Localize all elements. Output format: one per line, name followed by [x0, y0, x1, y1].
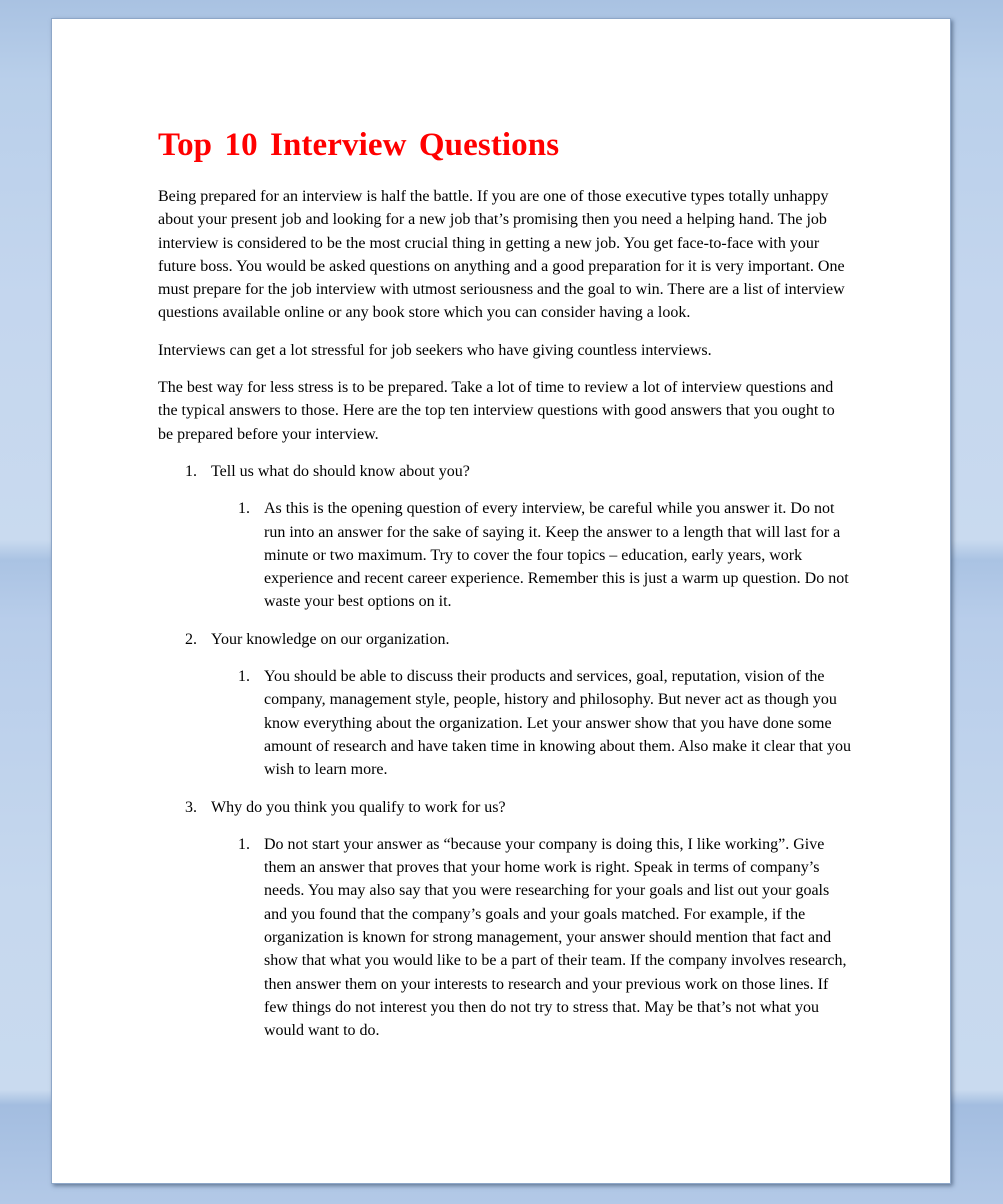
- question-number: 1.: [185, 462, 197, 480]
- document-body: [158, 125, 852, 1057]
- question-text: Why do you think you qualify to work for us?: [211, 798, 506, 816]
- question-item: [158, 796, 852, 819]
- question-text: Your knowledge on our organization.: [211, 630, 450, 648]
- answer-item: [158, 833, 852, 1043]
- document-title: Top 10 Interview Questions: [158, 127, 560, 163]
- question-list: [158, 460, 852, 1043]
- answer-item: [158, 497, 852, 613]
- question-text: Tell us what do should know about you?: [211, 462, 470, 480]
- question-item: [158, 460, 852, 483]
- answer-text: You should be able to discuss their products and services, goal, reputation, vision of the company, management style, people, history and philosophy. But never act as though you know everything about the organization. Let your answer show that you have done some amount of research and have taken time in knowing about them. Also make it clear that you wish to learn more.: [264, 668, 851, 779]
- answer-item: [158, 665, 852, 781]
- answer-number: 1.: [238, 668, 250, 686]
- document-page: [51, 18, 951, 1184]
- answer-number: 1.: [238, 500, 250, 518]
- preparation-paragraph: The best way for less stress is to be prepared. Take a lot of time to review a lot of interview questions and the typical answers to those. Here are the top ten interview questions with good answers that you ought to be prepared before your interview.: [158, 379, 835, 443]
- answer-text: Do not start your answer as “because your company is doing this, I like working”. Give them an answer that proves that your home work is right. Speak in terms of company’s needs. You may also say that you were researching for your goals and list out your goals and you found that the company’s goals and your goals matched. For example, if the organization is known for strong management, your answer should mention that fact and show that what you would like to be a part of their team. If the company involves research, then answer them on your interests to research and your previous work on those lines. If few things do not interest you then do not try to stress that. May be that’s not what you would want to do.: [264, 835, 847, 1040]
- answer-number: 1.: [238, 835, 250, 853]
- question-item: [158, 628, 852, 651]
- question-number: 3.: [185, 798, 197, 816]
- stress-paragraph: Interviews can get a lot stressful for job seekers who have giving countless interviews.: [158, 341, 712, 359]
- intro-paragraph: Being prepared for an interview is half the battle. If you are one of those executive types totally unhappy about your present job and looking for a new job that’s promising then you need a helping hand. The job interview is considered to be the most crucial thing in getting a new job. You get face-to-face with your future boss. You would be asked questions on anything and a good preparation for it is very important. One must prepare for the job interview with utmost seriousness and the goal to win. There are a list of interview questions available online or any book store which you can consider having a look.: [158, 188, 845, 322]
- answer-text: As this is the opening question of every interview, be careful while you answer it. Do not run into an answer for the sake of saying it. Keep the answer to a length that will last for a minute or two maximum. Try to cover the four topics – education, early years, work experience and recent career experience. Remember this is just a warm up question. Do not waste your best options on it.: [264, 500, 849, 611]
- question-number: 2.: [185, 630, 197, 648]
